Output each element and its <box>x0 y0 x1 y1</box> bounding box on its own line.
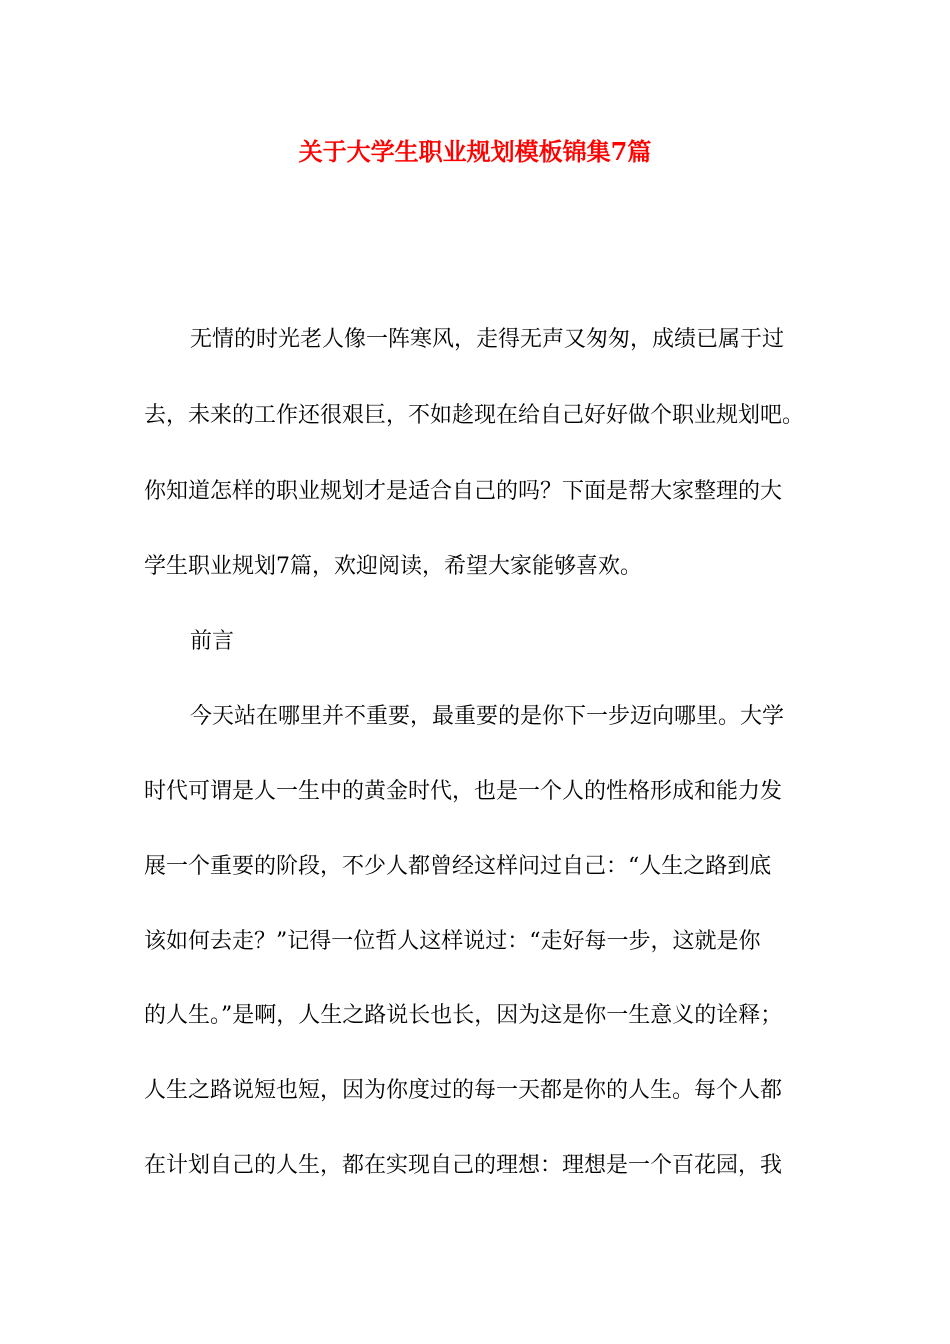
paragraph-line: 去，未来的工作还很艰巨，不如趁现在给自己好好做个职业规划吧。 <box>144 403 805 428</box>
paragraph-line: 时代可谓是人一生中的黄金时代，也是一个人的性格形成和能力发 <box>144 779 783 804</box>
paragraph-line: 的人生。”是啊，人生之路说长也长，因为这是你一生意义的诠释； <box>144 1003 783 1028</box>
paragraph-line: 你知道怎样的职业规划才是适合自己的吗？下面是帮大家整理的大 <box>144 479 783 504</box>
paragraph-line: 展一个重要的阶段，不少人都曾经这样问过自己：“人生之路到底 <box>144 854 772 879</box>
paragraph-line: 学生职业规划7篇，欢迎阅读，希望大家能够喜欢。 <box>144 554 642 579</box>
section-heading-preface: 前言 <box>190 629 235 654</box>
paragraph-line: 今天站在哪里并不重要，最重要的是你下一步迈向哪里。大学 <box>190 704 785 729</box>
paragraph-line: 该如何去走？”记得一位哲人这样说过：“走好每一步，这就是你 <box>144 929 761 954</box>
paragraph-line: 在计划自己的人生，都在实现自己的理想：理想是一个百花园，我 <box>144 1153 783 1178</box>
paragraph-line: 人生之路说短也短，因为你度过的每一天都是你的人生。每个人都 <box>144 1078 783 1103</box>
paragraph-line: 无情的时光老人像一阵寒风，走得无声又匆匆，成绩已属于过 <box>190 327 785 352</box>
document-title: 关于大学生职业规划模板锦集7篇 <box>298 137 652 166</box>
